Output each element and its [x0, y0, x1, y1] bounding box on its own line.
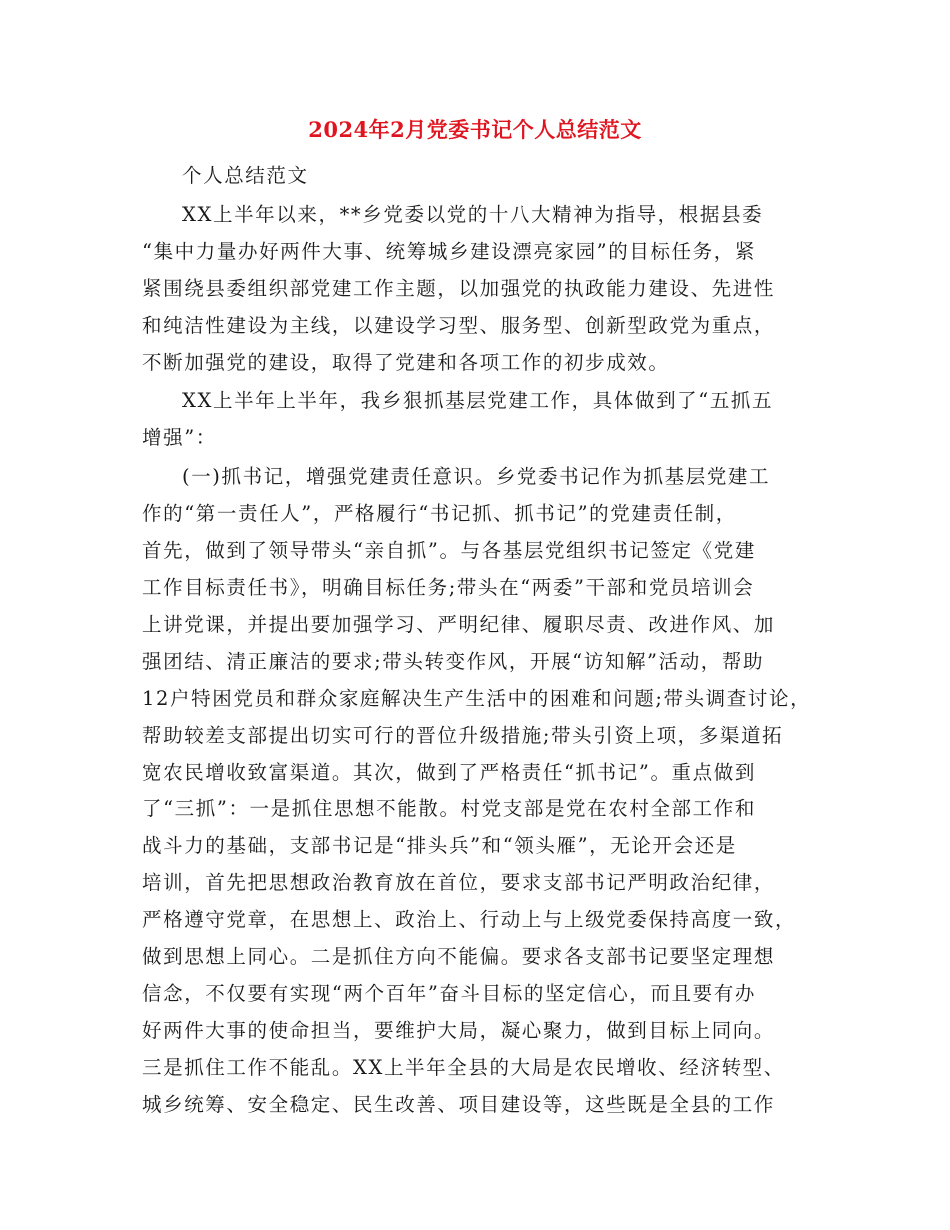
paragraph-line: 紧围绕县委组织部党建工作主题，以加强党的执政能力建设、先进性 [142, 276, 776, 300]
paragraph-line: XX上半年以来，**乡党委以党的十八大精神为指导，根据县委 [182, 202, 764, 226]
paragraph-subtitle [142, 158, 822, 195]
paragraph-line: 上讲党课，并提出要加强学习、严明纪律、履职尽责、改进作风、加 [142, 612, 776, 636]
paragraph-line: 帮助较差支部提出切实可行的晋位升级措施;带头引资上项，多渠道拓 [142, 723, 784, 747]
paragraph-line: 好两件大事的使命担当，要维护大局，凝心聚力，做到目标上同向。 [142, 1018, 776, 1042]
paragraph-line: 不断加强党的建设，取得了党建和各项工作的初步成效。 [142, 350, 670, 374]
paragraph-line: 作的“第一责任人”，严格履行“书记抓、抓书记”的党建责任制， [142, 502, 737, 526]
paragraph-line: 增强”： [142, 426, 217, 450]
paragraph-line: 培训，首先把思想政治教育放在首位，要求支部书记严明政治纪律， [142, 871, 776, 895]
paragraph-line: 工作目标责任书》，明确目标任务;带头在“两委”干部和党员培训会 [142, 575, 755, 599]
document-title: 2024年2月党委书记个人总结范文 [308, 117, 642, 142]
paragraph-line: “集中力量办好两件大事、统筹城乡建设漂亮家园”的目标任务，紧 [142, 239, 756, 263]
paragraph-line: 和纯洁性建设为主线，以建设学习型、服务型、创新型政党为重点， [142, 313, 776, 337]
document-body [142, 158, 822, 1124]
paragraph-line: 战斗力的基础，支部书记是“排头兵”和“领头雁”，无论开会还是 [142, 834, 737, 858]
paragraph-line: 三是抓住工作不能乱。XX上半年全县的大局是农民增收、经济转型、 [142, 1055, 785, 1079]
paragraph-line: 城乡统筹、安全稳定、民生改善、项目建设等，这些既是全县的工作 [142, 1092, 776, 1116]
paragraph-line: (一)抓书记，增强党建责任意识。乡党委书记作为抓基层党建工 [182, 465, 771, 489]
paragraph-intro [142, 197, 822, 382]
paragraph-line: 了“三抓”：一是抓住思想不能散。村党支部是党在农村全部工作和 [142, 797, 756, 821]
paragraph-line: 做到思想上同心。二是抓住方向不能偏。要求各支部书记要坚定理想 [142, 945, 776, 969]
paragraph-overview [142, 383, 822, 457]
paragraph-line: 强团结、清正廉洁的要求;带头转变作风，开展“访知解”活动，帮助 [142, 649, 765, 673]
paragraph-line: 个人总结范文 [182, 164, 309, 187]
paragraph-line: 宽农民增收致富渠道。其次，做到了严格责任“抓书记”。重点做到 [142, 760, 756, 784]
paragraph-line: 12户特困党员和群众家庭解决生产生活中的困难和问题;带头调查讨论， [142, 686, 812, 710]
paragraph-line: XX上半年上半年，我乡狠抓基层党建工作，具体做到了“五抓五 [182, 389, 774, 413]
paragraph-line: 严格遵守党章，在思想上、政治上、行动上与上级党委保持高度一致， [142, 908, 797, 932]
paragraph-section-one [142, 459, 822, 1123]
paragraph-line: 首先，做到了领导带头“亲自抓”。与各基层党组织书记签定《党建 [142, 539, 756, 563]
paragraph-line: 信念，不仅要有实现“两个百年”奋斗目标的坚定信心，而且要有办 [142, 981, 756, 1005]
